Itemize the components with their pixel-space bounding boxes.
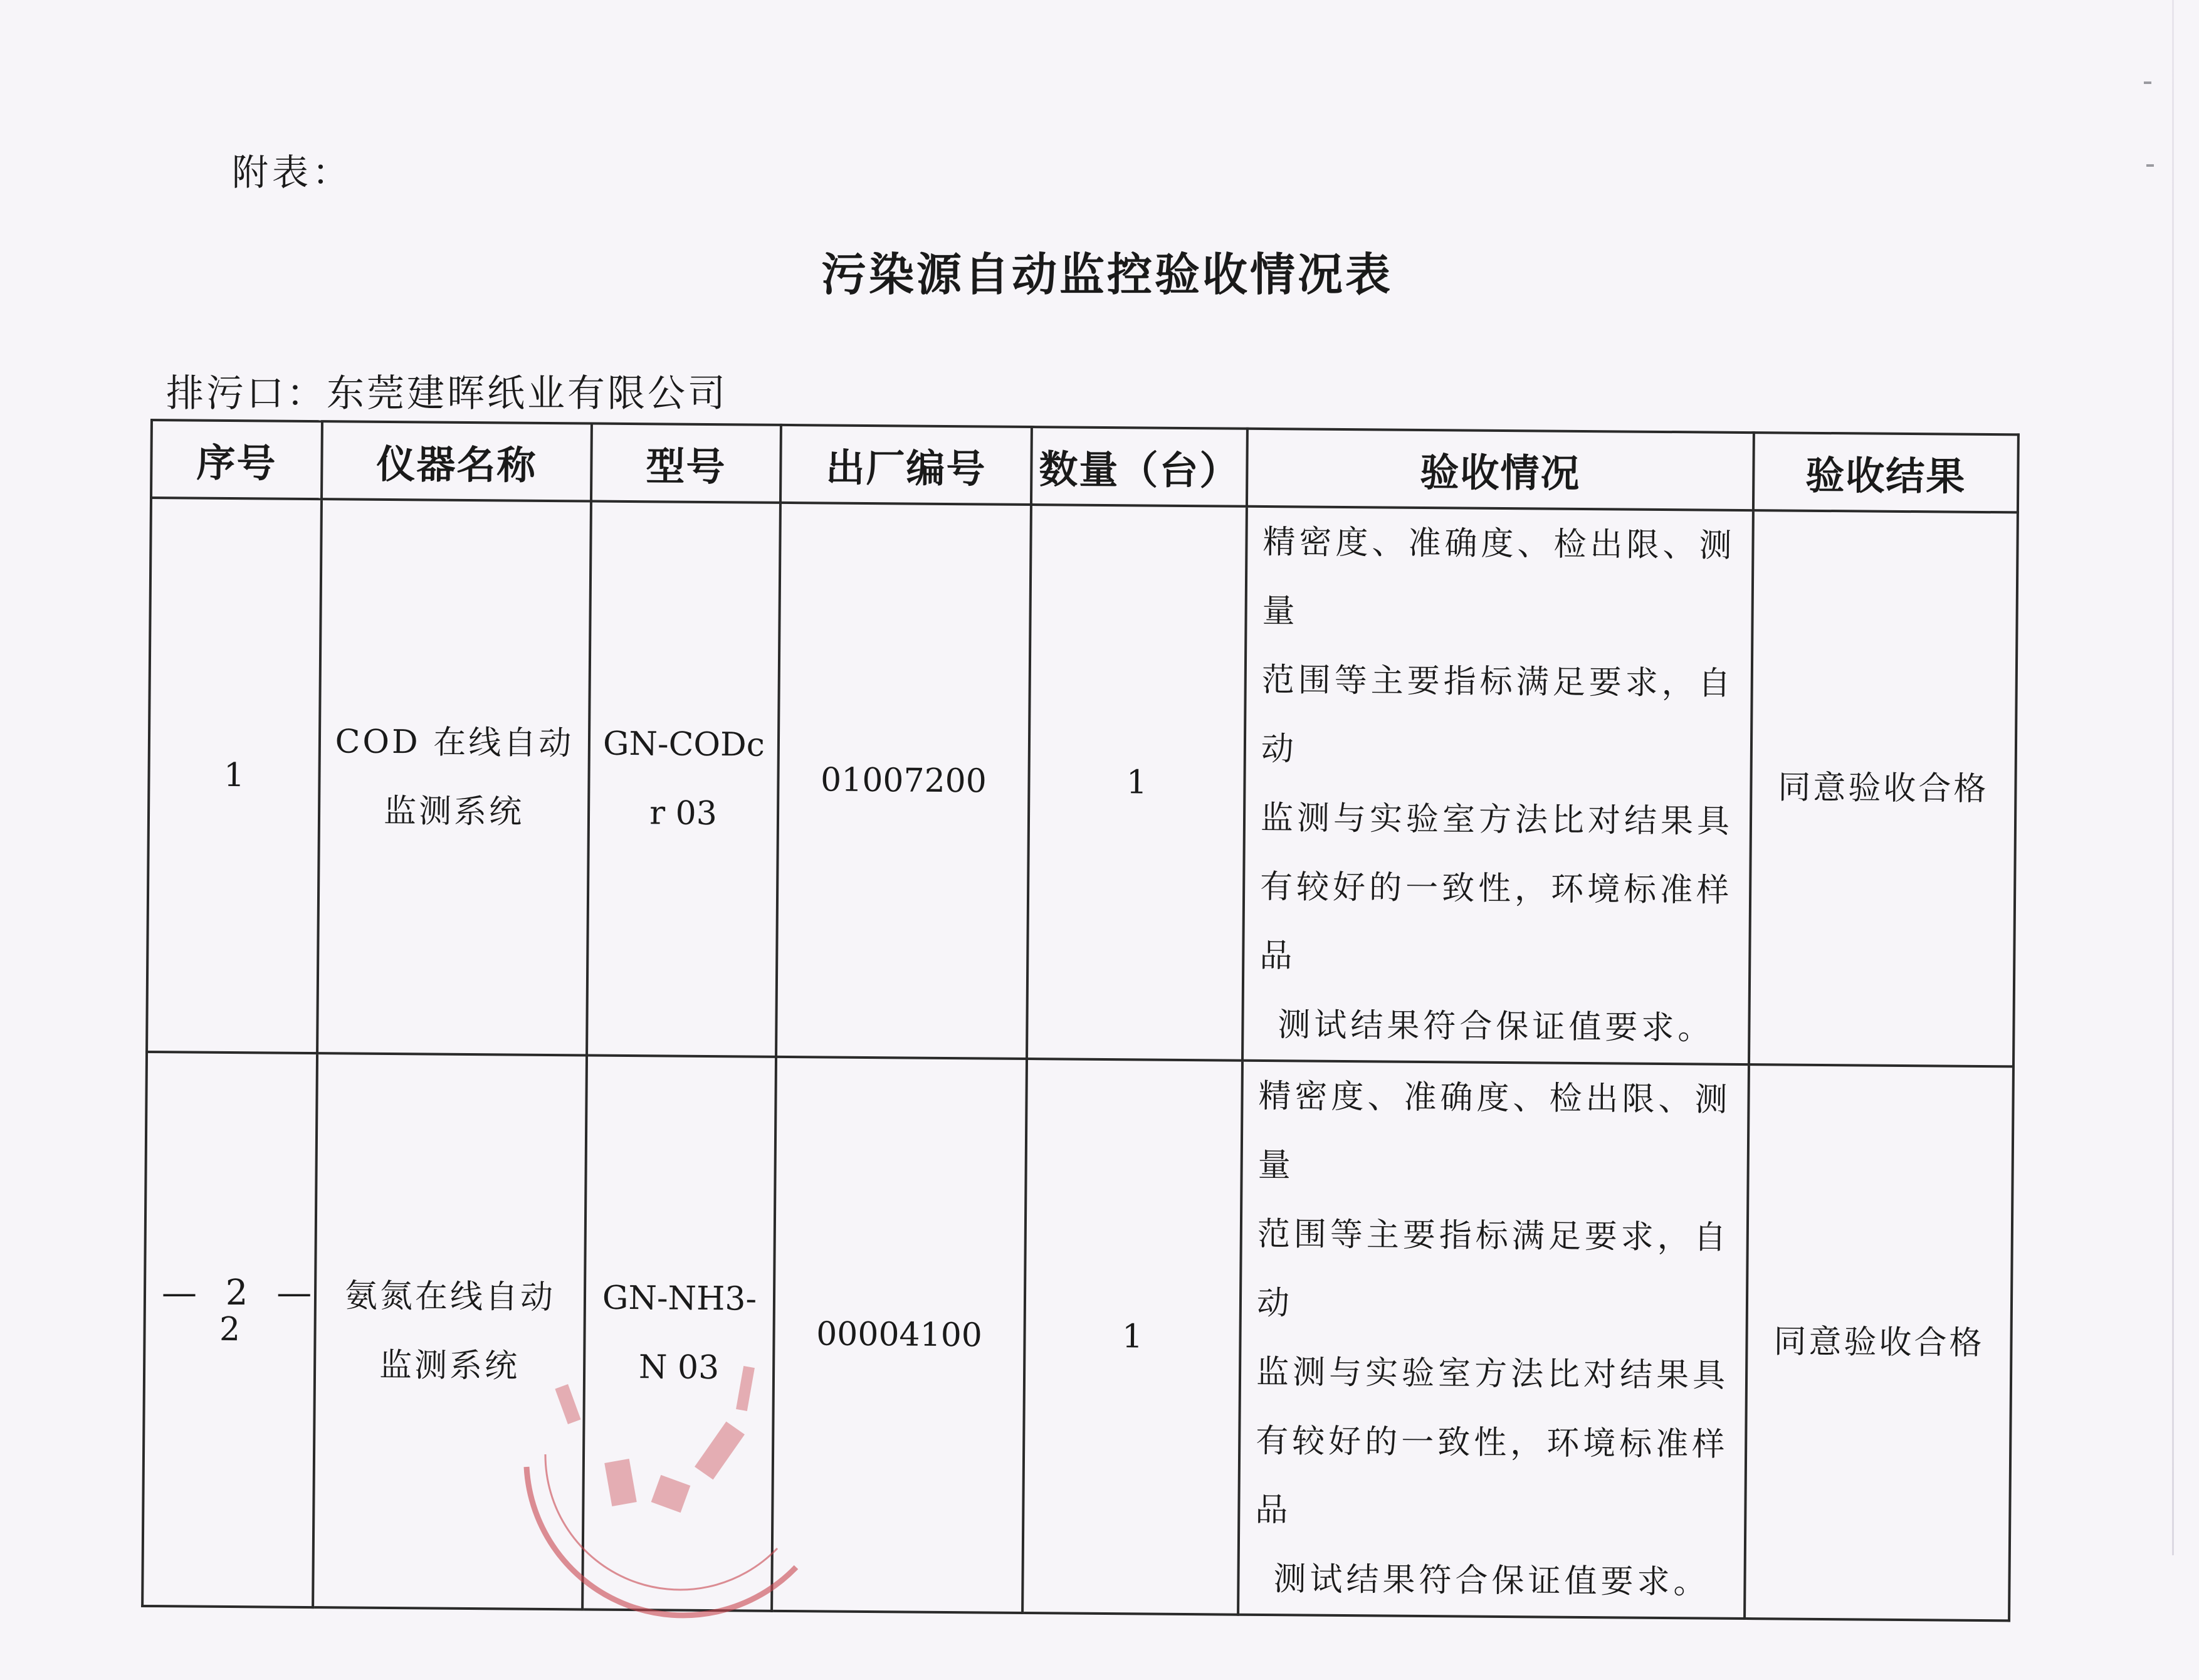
cell-index: 2 xyxy=(142,1052,317,1607)
cell-description xyxy=(1238,1061,1749,1619)
header-description: 验收情况 xyxy=(1247,429,1754,510)
instrument-line: COD 在线自动 xyxy=(335,723,574,763)
cell-index: 1 xyxy=(147,498,322,1053)
table-row xyxy=(147,498,2018,1066)
outlet-label: 排污口： xyxy=(166,372,327,416)
instrument-line: 氨氮在线自动 xyxy=(344,1277,556,1317)
model-line: N 03 xyxy=(638,1348,720,1387)
table-header-row xyxy=(151,420,2018,512)
header-index: 序号 xyxy=(151,420,322,499)
acceptance-table xyxy=(141,419,2020,1622)
header-instrument: 仪器名称 xyxy=(322,421,592,501)
description-line: 精密度、准确度、检出限、测量 xyxy=(1257,1077,1731,1185)
description-line: 范围等主要指标满足要求，自动 xyxy=(1261,661,1735,769)
header-result: 验收结果 xyxy=(1753,433,2018,512)
cell-model xyxy=(587,501,780,1057)
instrument-line: 监测系统 xyxy=(383,792,525,831)
model-line: r 03 xyxy=(649,794,718,833)
model-line: GN-CODc xyxy=(602,725,765,764)
cell-description xyxy=(1242,507,1753,1064)
cell-instrument xyxy=(317,499,591,1055)
cell-serial: 01007200 xyxy=(776,503,1031,1059)
model-line: GN-NH3- xyxy=(602,1279,757,1318)
scan-speck xyxy=(2146,164,2154,167)
description-line: 精密度、准确度、检出限、测量 xyxy=(1262,523,1736,631)
page-number: — 2 — xyxy=(162,1273,321,1313)
description-line: 范围等主要指标满足要求，自动 xyxy=(1256,1215,1731,1323)
description-line: 测试结果符合保证值要求。 xyxy=(1273,1560,1710,1602)
cell-result: 同意验收合格 xyxy=(1749,510,2018,1066)
description-line: 监测与实验室方法比对结果具 xyxy=(1256,1353,1729,1395)
instrument-line: 监测系统 xyxy=(379,1346,520,1385)
description-line: 有较好的一致性，环境标准样品 xyxy=(1259,868,1733,975)
scan-speck xyxy=(2144,81,2151,84)
cell-result: 同意验收合格 xyxy=(1745,1064,2013,1620)
header-model: 型号 xyxy=(591,424,781,503)
official-seal-stamp xyxy=(501,1329,853,1680)
description-line: 测试结果符合保证值要求。 xyxy=(1278,1006,1714,1047)
outlet-line xyxy=(166,364,728,417)
cell-serial: 00004100 xyxy=(772,1057,1027,1613)
outlet-company: 东莞建晖纸业有限公司 xyxy=(327,372,728,416)
cell-quantity: 1 xyxy=(1027,505,1247,1061)
scan-edge xyxy=(2172,0,2174,1555)
acceptance-table-wrap xyxy=(141,419,2017,1622)
page-title: 污染源自动监控验收情况表 xyxy=(821,248,1393,301)
header-quantity: 数量（台） xyxy=(1031,427,1247,507)
description-line: 有较好的一致性，环境标准样品 xyxy=(1255,1422,1729,1530)
header-serial: 出厂编号 xyxy=(780,425,1032,505)
cell-quantity: 1 xyxy=(1022,1059,1242,1615)
table-row xyxy=(142,1052,2013,1620)
appendix-label: 附表： xyxy=(232,151,353,194)
description-line: 监测与实验室方法比对结果具 xyxy=(1260,799,1734,841)
